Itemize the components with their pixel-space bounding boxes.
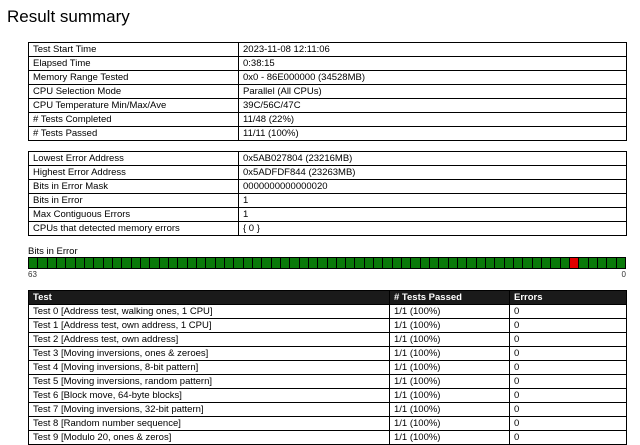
errors-row bbox=[29, 194, 627, 208]
bit-cell bbox=[383, 258, 392, 268]
summary-row bbox=[29, 85, 627, 99]
table-row bbox=[29, 347, 627, 361]
test-name-cell: Test 6 [Block move, 64-byte blocks] bbox=[29, 389, 390, 403]
summary-row bbox=[29, 127, 627, 141]
bit-low-index-label: 0 bbox=[621, 270, 626, 279]
errors-row bbox=[29, 166, 627, 180]
bit-cell bbox=[141, 258, 150, 268]
tests-passed-cell: 1/1 (100%) bbox=[390, 333, 510, 347]
bit-cell bbox=[281, 258, 290, 268]
table-row bbox=[29, 375, 627, 389]
bit-cell bbox=[393, 258, 402, 268]
summary-row bbox=[29, 71, 627, 85]
bit-cell bbox=[439, 258, 448, 268]
bit-cell bbox=[66, 258, 75, 268]
summary-value: 11/11 (100%) bbox=[239, 127, 627, 141]
bit-cell bbox=[617, 258, 625, 268]
column-header-errors: Errors bbox=[510, 291, 627, 305]
bit-cell bbox=[430, 258, 439, 268]
summary-label: Elapsed Time bbox=[29, 57, 239, 71]
bit-cell bbox=[169, 258, 178, 268]
bit-cell bbox=[374, 258, 383, 268]
bit-cell bbox=[337, 258, 346, 268]
summary-row bbox=[29, 99, 627, 113]
errors-label: Highest Error Address bbox=[29, 166, 239, 180]
bit-cell bbox=[76, 258, 85, 268]
bit-cell bbox=[253, 258, 262, 268]
summary-label: CPU Selection Mode bbox=[29, 85, 239, 99]
summary-value: 0x0 - 86E000000 (34528MB) bbox=[239, 71, 627, 85]
bit-cell bbox=[421, 258, 430, 268]
bit-cell bbox=[449, 258, 458, 268]
table-row bbox=[29, 417, 627, 431]
bit-cell bbox=[579, 258, 588, 268]
test-name-cell: Test 0 [Address test, walking ones, 1 CPU] bbox=[29, 305, 390, 319]
bit-cell bbox=[542, 258, 551, 268]
errors-label: Lowest Error Address bbox=[29, 152, 239, 166]
errors-cell: 0 bbox=[510, 305, 627, 319]
table-row bbox=[29, 431, 627, 445]
bit-cell bbox=[300, 258, 309, 268]
bit-cell bbox=[38, 258, 47, 268]
errors-label: Bits in Error bbox=[29, 194, 239, 208]
errors-value: 0x5AB027804 (23216MB) bbox=[239, 152, 627, 166]
summary-label: # Tests Completed bbox=[29, 113, 239, 127]
bit-cell bbox=[29, 258, 38, 268]
bit-cell bbox=[234, 258, 243, 268]
tests-passed-cell: 1/1 (100%) bbox=[390, 431, 510, 445]
test-name-cell: Test 1 [Address test, own address, 1 CPU] bbox=[29, 319, 390, 333]
bit-cell bbox=[113, 258, 122, 268]
bit-high-index-label: 63 bbox=[28, 270, 37, 279]
errors-value: 0x5ADFDF844 (23263MB) bbox=[239, 166, 627, 180]
bits-in-error-label: Bits in Error bbox=[28, 246, 78, 257]
bit-cell bbox=[523, 258, 532, 268]
bit-cell bbox=[225, 258, 234, 268]
errors-value: 0000000000000020 bbox=[239, 180, 627, 194]
errors-row bbox=[29, 222, 627, 236]
bit-cell bbox=[206, 258, 215, 268]
summary-value: 2023-11-08 12:11:06 bbox=[239, 43, 627, 57]
table-row bbox=[29, 319, 627, 333]
test-name-cell: Test 7 [Moving inversions, 32-bit pattern] bbox=[29, 403, 390, 417]
errors-row bbox=[29, 180, 627, 194]
tests-passed-cell: 1/1 (100%) bbox=[390, 375, 510, 389]
test-name-cell: Test 2 [Address test, own address] bbox=[29, 333, 390, 347]
summary-value: 39C/56C/47C bbox=[239, 99, 627, 113]
errors-value: 1 bbox=[239, 208, 627, 222]
summary-label: CPU Temperature Min/Max/Ave bbox=[29, 99, 239, 113]
bit-cell bbox=[262, 258, 271, 268]
errors-cell: 0 bbox=[510, 431, 627, 445]
bit-cell bbox=[477, 258, 486, 268]
column-header-passed: # Tests Passed bbox=[390, 291, 510, 305]
table-row bbox=[29, 361, 627, 375]
tests-passed-cell: 1/1 (100%) bbox=[390, 305, 510, 319]
bit-cell bbox=[48, 258, 57, 268]
error-details-table bbox=[28, 151, 627, 236]
summary-value: 11/48 (22%) bbox=[239, 113, 627, 127]
tests-passed-cell: 1/1 (100%) bbox=[390, 389, 510, 403]
errors-cell: 0 bbox=[510, 417, 627, 431]
tests-passed-cell: 1/1 (100%) bbox=[390, 403, 510, 417]
errors-value: { 0 } bbox=[239, 222, 627, 236]
errors-row bbox=[29, 208, 627, 222]
errors-label: Max Contiguous Errors bbox=[29, 208, 239, 222]
bit-cell bbox=[197, 258, 206, 268]
summary-value: Parallel (All CPUs) bbox=[239, 85, 627, 99]
errors-label: CPUs that detected memory errors bbox=[29, 222, 239, 236]
bit-cell bbox=[57, 258, 66, 268]
bit-cell bbox=[486, 258, 495, 268]
test-name-cell: Test 3 [Moving inversions, ones & zeroes] bbox=[29, 347, 390, 361]
bit-cell bbox=[244, 258, 253, 268]
errors-cell: 0 bbox=[510, 375, 627, 389]
bit-cell bbox=[272, 258, 281, 268]
summary-label: # Tests Passed bbox=[29, 127, 239, 141]
errors-value: 1 bbox=[239, 194, 627, 208]
bit-cell bbox=[589, 258, 598, 268]
bit-cell bbox=[355, 258, 364, 268]
errors-cell: 0 bbox=[510, 347, 627, 361]
table-row bbox=[29, 305, 627, 319]
errors-label: Bits in Error Mask bbox=[29, 180, 239, 194]
test-name-cell: Test 9 [Modulo 20, ones & zeros] bbox=[29, 431, 390, 445]
errors-cell: 0 bbox=[510, 319, 627, 333]
bit-cell bbox=[178, 258, 187, 268]
bit-cell bbox=[216, 258, 225, 268]
bit-cell bbox=[328, 258, 337, 268]
bit-cell bbox=[85, 258, 94, 268]
bit-cell bbox=[309, 258, 318, 268]
bit-cell bbox=[570, 258, 579, 268]
bit-cell bbox=[495, 258, 504, 268]
errors-cell: 0 bbox=[510, 333, 627, 347]
table-row bbox=[29, 389, 627, 403]
bit-cell bbox=[533, 258, 542, 268]
summary-label: Test Start Time bbox=[29, 43, 239, 57]
bit-cell bbox=[104, 258, 113, 268]
bit-cell bbox=[132, 258, 141, 268]
test-name-cell: Test 5 [Moving inversions, random pattern] bbox=[29, 375, 390, 389]
bit-cell bbox=[514, 258, 523, 268]
bit-cell bbox=[188, 258, 197, 268]
bit-cell bbox=[94, 258, 103, 268]
bit-cell bbox=[290, 258, 299, 268]
column-header-test: Test bbox=[29, 291, 390, 305]
table-row bbox=[29, 403, 627, 417]
summary-row bbox=[29, 113, 627, 127]
summary-label: Memory Range Tested bbox=[29, 71, 239, 85]
page-title: Result summary bbox=[7, 7, 130, 26]
bit-cell bbox=[411, 258, 420, 268]
bit-cell bbox=[402, 258, 411, 268]
bit-cell bbox=[607, 258, 616, 268]
bit-cell bbox=[598, 258, 607, 268]
summary-table bbox=[28, 42, 627, 141]
tests-passed-cell: 1/1 (100%) bbox=[390, 347, 510, 361]
table-row bbox=[29, 333, 627, 347]
errors-cell: 0 bbox=[510, 361, 627, 375]
tests-passed-cell: 1/1 (100%) bbox=[390, 417, 510, 431]
summary-row bbox=[29, 57, 627, 71]
bit-cell bbox=[467, 258, 476, 268]
bit-cell bbox=[122, 258, 131, 268]
bit-cell bbox=[346, 258, 355, 268]
summary-row bbox=[29, 43, 627, 57]
bit-cell bbox=[160, 258, 169, 268]
test-name-cell: Test 4 [Moving inversions, 8-bit pattern] bbox=[29, 361, 390, 375]
tests-table bbox=[28, 290, 627, 445]
summary-value: 0:38:15 bbox=[239, 57, 627, 71]
bit-cell bbox=[551, 258, 560, 268]
test-name-cell: Test 8 [Random number sequence] bbox=[29, 417, 390, 431]
bit-cell bbox=[561, 258, 570, 268]
bits-in-error-bar bbox=[28, 257, 626, 269]
bit-cell bbox=[365, 258, 374, 268]
tests-passed-cell: 1/1 (100%) bbox=[390, 361, 510, 375]
bit-cell bbox=[505, 258, 514, 268]
bit-cell bbox=[318, 258, 327, 268]
tests-table-header-row bbox=[29, 291, 627, 305]
bit-cell bbox=[458, 258, 467, 268]
errors-cell: 0 bbox=[510, 389, 627, 403]
errors-row bbox=[29, 152, 627, 166]
bit-cell bbox=[150, 258, 159, 268]
errors-cell: 0 bbox=[510, 403, 627, 417]
tests-passed-cell: 1/1 (100%) bbox=[390, 319, 510, 333]
